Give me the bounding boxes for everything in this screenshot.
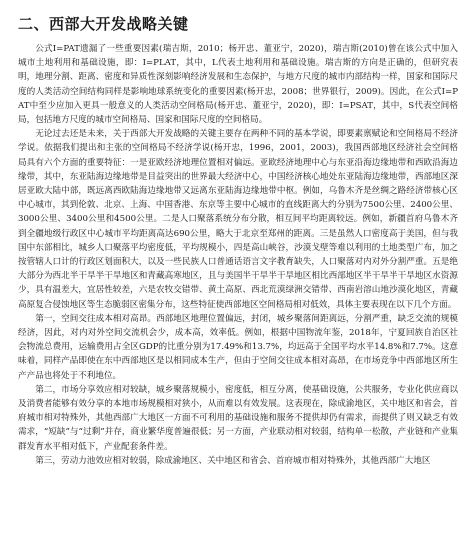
paragraph-5: 第三，劳动力池效应相对较弱，除成渝地区、关中地区和省会、首府城市相对特殊外，其他西部广大地区 <box>35 455 431 466</box>
paragraph-2: 无论过去还是未来，关于西部大开发战略的关键主要存在两种不同的基本学说，即要素禀赋论和空间格局不经济学说。依据我们提出和主张的空间格局不经济学说(杨开忠，1996，2001，2003)，我国西部地区经济社会空间格局具有六个方面的重要特征：一是亚欧经济地理位置相对偏远。亚欧经济地理中心与东亚沿海边缘地带和西欧沿海边缘带，其中，东亚陆海边缘地带是目益突出的世界最大经济中心，中国经济核心地处东亚陆海边缘地带，西部地区深居亚欧大陆中部，既远离西欧陆海边缘地带又远离东亚陆海边缘地带中枢。例如，乌鲁木齐是丝绸之路经济带核心区中心城市，其到伦敦、北京、上海、中国香港、东京等主要中心城市的直线距离大约分别为7500公里、2400公里、3000公里、3400公里和4500公里。二是人口聚落系统分布分散，相互间平均距离较远。例如，新疆首府乌鲁木齐到全疆地级行政区中心城市平均距离高达690公里，略大于北京至郑州的距离。三是虽然人口密度高于美国，但与我国中东部相比，城乡人口聚落平均密度低，平均规模小，四是高山峡谷，沙漠戈壁等难以利用的土地类型广布，加之按管辖人口计的行政区划面积大，以及一些民族人口普通话语言文字教育缺失，人口聚落对内对外分割严重。五是绝大部分为西北半干旱半干旱地区和青藏高寒地区，且与美国半干旱半干旱地区相比西部地区半干旱半干旱地区水资源少，具有温差大，宜居性较差，六是农牧交错带、黄土高原、西北荒漠绿洲交错带、西南岩溶山地沙漠化地区，青藏高原复合侵蚀地区等生态脆弱区密集分布，这些特征使西部地区空间格局相对低效，具体主要表现在以下几个方面。 <box>18 129 458 310</box>
paragraph-4: 第二，市场分享效应相对较缺，城乡聚落规模小，密度低，相互分离，使基础设施，公共服务，专业化供应商以及消费者能够有效分享的本地市场规模相对狭小，从而难以有效发展。这表现在，除成渝地区，关中地区和省会，首府城市相对特殊外，其他西部广大地区一方面不可利用的基础设施和服务不提供却仍有需求，而提供了则又缺乏有效需求，“短缺”与“过剩”并存，商业繁华度普遍很低；另一方面，产业联动相对较弱，结构单一松散，产业链和产业集群发育水平相对低下，产业配套条件差。 <box>18 384 458 452</box>
paragraph-1: 公式I=PAT遗漏了一些重要因素(瑞吉斯，2010；杨开忠、董亚宁，2020)，瑞吉斯(2010)曾在该公式中加入城市土地利用和基础设施，即：I=PLAT，其中，L代表土地利用和基础设施。瑞吉斯的方向是正确的，但研究表明，地理分割、距离、密度和异质性深刻影响经济发展和生态保护，与地方尺度的城市内部结构一样，国家和国际尺度的人类活动空间结构同样是影响地球系统变化的重要因素(杨开忠，2008；世界银行，2009)。因此，在公式I=PAT中至少应加入更具一般意义的人类活动空间格局(杨开忠、董亚宁，2020)，即：I=PSAT，其中，S代表空间格局，包括地方尺度的城市空间格局、国家和国际尺度的空间格局。 <box>18 44 458 126</box>
section-heading: 二、西部大开发战略关键 <box>18 15 189 33</box>
paragraph-3: 第一，空间交往成本相对高昂。西部地区地理位置偏远，封闭，城乡聚落间距离远，分割严重，缺乏交流的规模经济，因此，对内对外空间交流机会少，成本高，效率低。例如，根据中国物流年鉴，2018年，宁夏回族自治区社会物流总费用，运输费用占全区GDP的比重分别为17.49%和13.7%，均远高于全国平均水平14.8%和7.7%。这意味着，同样产品即使在东中西部地区是以相同成本生产，但由于空间交往成本相对高昂，在市场竞争中西部地区所生产产品也将处于不利地位。 <box>18 313 458 381</box>
